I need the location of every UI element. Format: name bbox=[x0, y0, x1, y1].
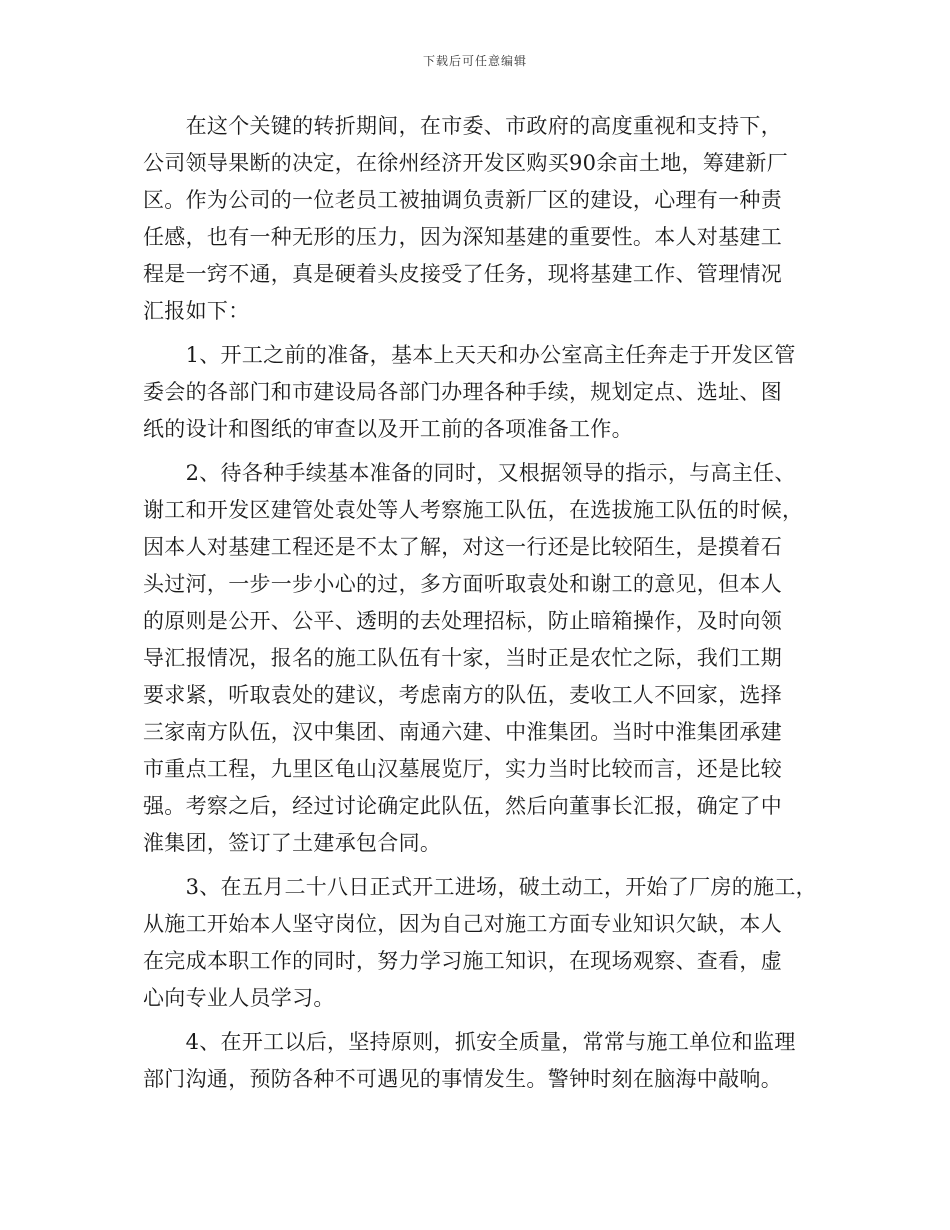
text-line: 头过河，一步一步小心的过，多方面听取袁处和谢工的意见，但本人 bbox=[143, 572, 782, 596]
text-line: 因本人对基建工程还是不太了解，对这一行还是比较陌生，是摸着石 bbox=[143, 535, 782, 559]
text-line: 部门沟通，预防各种不可遇见的事情发生。警钟时刻在脑海中敲响。 bbox=[143, 1067, 782, 1091]
paragraph-gap bbox=[143, 862, 823, 869]
paragraph bbox=[143, 337, 823, 448]
paragraph-gap bbox=[143, 330, 823, 337]
text-line: 任感，也有一种无形的压力，因为深知基建的重要性。本人对基建工 bbox=[143, 225, 782, 249]
paragraph-gap bbox=[143, 448, 823, 455]
paragraph bbox=[143, 455, 823, 862]
page-header: 下载后可任意编辑 bbox=[422, 54, 527, 68]
text-line: 谢工和开发区建管处袁处等人考察施工队伍，在选拔施工队伍的时候， bbox=[143, 498, 804, 522]
text-line: 心向专业人员学习。 bbox=[143, 986, 335, 1010]
text-line: 要求紧，听取袁处的建议，考虑南方的队伍，麦收工人不回家，选择 bbox=[143, 683, 782, 707]
text-line: 汇报如下： bbox=[143, 299, 250, 323]
text-line: 1、开工之前的准备，基本上天天和办公室高主任奔走于开发区管 bbox=[143, 343, 796, 367]
text-line: 导汇报情况，报名的施工队伍有十家，当时正是农忙之际，我们工期 bbox=[143, 646, 782, 670]
text-line: 纸的设计和图纸的审查以及开工前的各项准备工作。 bbox=[143, 417, 633, 441]
document-body bbox=[143, 108, 823, 1098]
text-line: 三家南方队伍，汉中集团、南通六建、中淮集团。当时中淮集团承建 bbox=[143, 720, 782, 744]
text-line: 2、待各种手续基本准备的同时，又根据领导的指示，与高主任、 bbox=[143, 461, 796, 485]
paragraph-gap bbox=[143, 1017, 823, 1024]
text-line: 淮集团，签订了土建承包合同。 bbox=[143, 831, 442, 855]
text-line: 区。作为公司的一位老员工被抽调负责新厂区的建设，心理有一种责 bbox=[143, 188, 782, 212]
paragraph bbox=[143, 108, 823, 330]
text-line: 在这个关键的转折期间，在市委、市政府的高度重视和支持下， bbox=[143, 114, 782, 138]
paragraph bbox=[143, 869, 823, 1017]
text-line: 从施工开始本人坚守岗位，因为自己对施工方面专业知识欠缺，本人 bbox=[143, 912, 782, 936]
text-line: 在完成本职工作的同时，努力学习施工知识，在现场观察、查看，虚 bbox=[143, 949, 782, 973]
text-line: 程是一窍不通，真是硬着头皮接受了任务，现将基建工作、管理情况 bbox=[143, 262, 782, 286]
text-line: 强。考察之后，经过讨论确定此队伍，然后向董事长汇报，确定了中 bbox=[143, 794, 782, 818]
text-line: 的原则是公开、公平、透明的去处理招标，防止暗箱操作，及时向领 bbox=[143, 609, 782, 633]
text-line: 4、在开工以后，坚持原则，抓安全质量，常常与施工单位和监理 bbox=[143, 1030, 796, 1054]
paragraph bbox=[143, 1024, 823, 1098]
text-line: 市重点工程，九里区龟山汉墓展览厅，实力当时比较而言，还是比较 bbox=[143, 757, 782, 781]
text-line: 公司领导果断的决定，在徐州经济开发区购买90余亩土地，筹建新厂 bbox=[143, 151, 789, 175]
text-line: 3、在五月二十八日正式开工进场，破土动工，开始了厂房的施工， bbox=[143, 875, 817, 899]
text-line: 委会的各部门和市建设局各部门办理各种手续，规划定点、选址、图 bbox=[143, 380, 782, 404]
